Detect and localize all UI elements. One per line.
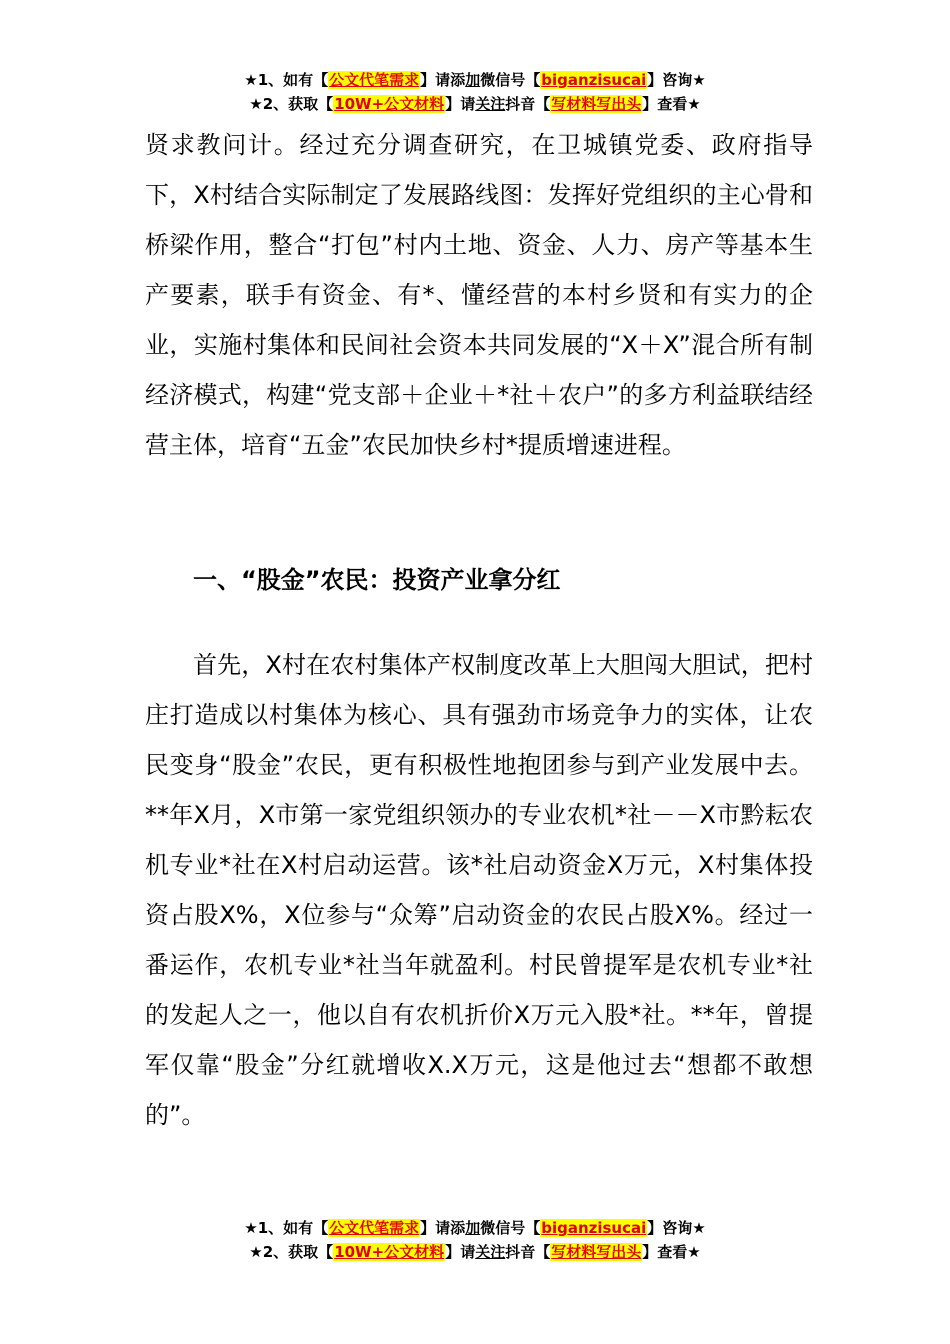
- footer-banner: [0, 1216, 950, 1264]
- highlight-douyin-id: 写材料写出头: [551, 95, 642, 113]
- highlight-materials: 10W+公文材料: [334, 1243, 445, 1261]
- highlight-wechat-id: biganzisucai: [541, 1219, 647, 1237]
- banner-text: 】查看★: [642, 1243, 701, 1261]
- banner-text: 加: [465, 1219, 481, 1237]
- header-banner: [0, 68, 950, 116]
- banner-text: ★2、获取【: [249, 95, 334, 113]
- banner-text: 抖音【: [505, 95, 551, 113]
- banner-text: 】请添: [420, 1219, 466, 1237]
- banner-text: 关注: [475, 95, 506, 113]
- highlight-douyin-id: 写材料写出头: [551, 1243, 642, 1261]
- banner-text: 】请: [445, 95, 476, 113]
- banner-text: 微信号【: [480, 71, 541, 89]
- banner-text: 】查看★: [642, 95, 701, 113]
- banner-line-2: [0, 92, 950, 116]
- banner-text: 】咨询★: [647, 71, 706, 89]
- banner-text: ★1、如有【: [244, 71, 329, 89]
- banner-text: 】请: [445, 1243, 476, 1261]
- highlight-materials: 10W+公文材料: [334, 95, 445, 113]
- banner-text: ★1、如有【: [244, 1219, 329, 1237]
- banner-text: 微信号【: [480, 1219, 541, 1237]
- paragraph-text: 首先，X村在农村集体产权制度改革上大胆闯大胆试，把村庄打造成以村集体为核心、具有强劲市场竞争力的实体，让农民变身“股金”农民，更有积极性地抱团参与到产业发展中去。**年X月，X市第一家党组织领办的专业农机*社－－X市黔耘农机专业*社在X村启动运营。该*社启动资金X万元，X村集体投资占股X%，X位参与“众筹”启动资金的农民占股X%。经过一番运作，农机专业*社当年就盈利。村民曾提军是农机专业*社的发起人之一，他以自有农机折价X万元入股*社。**年，曾提军仅靠“股金”分红就增收X.X万元，这是他过去“想都不敢想的”。: [145, 651, 813, 1129]
- banner-line-1: [0, 68, 950, 92]
- banner-line-1: [0, 1216, 950, 1240]
- body-paragraph-2: [145, 640, 813, 1140]
- banner-text: 加: [465, 71, 481, 89]
- banner-text: ★2、获取【: [249, 1243, 334, 1261]
- banner-line-2: [0, 1240, 950, 1264]
- highlight-wechat-id: biganzisucai: [541, 71, 647, 89]
- banner-text: 抖音【: [505, 1243, 551, 1261]
- body-paragraph-1: [145, 120, 813, 470]
- highlight-service: 公文代笔需求: [329, 1219, 420, 1237]
- highlight-service: 公文代笔需求: [329, 71, 420, 89]
- banner-text: 】咨询★: [647, 1219, 706, 1237]
- paragraph-text: 贤求教问计。经过充分调查研究，在卫城镇党委、政府指导下，X村结合实际制定了发展路线图：发挥好党组织的主心骨和桥梁作用，整合“打包”村内土地、资金、人力、房产等基本生产要素，联手有资金、有*、懂经营的本村乡贤和有实力的企业，实施村集体和民间社会资本共同发展的“X＋X”混合所有制经济模式，构建“党支部＋企业＋*社＋农户”的多方利益联结经营主体，培育“五金”农民加快乡村*提质增速进程。: [145, 131, 813, 459]
- banner-text: 关注: [475, 1243, 506, 1261]
- section-heading: 一、“股金”农民：投资产业拿分红: [193, 566, 561, 594]
- banner-text: 】请添: [420, 71, 466, 89]
